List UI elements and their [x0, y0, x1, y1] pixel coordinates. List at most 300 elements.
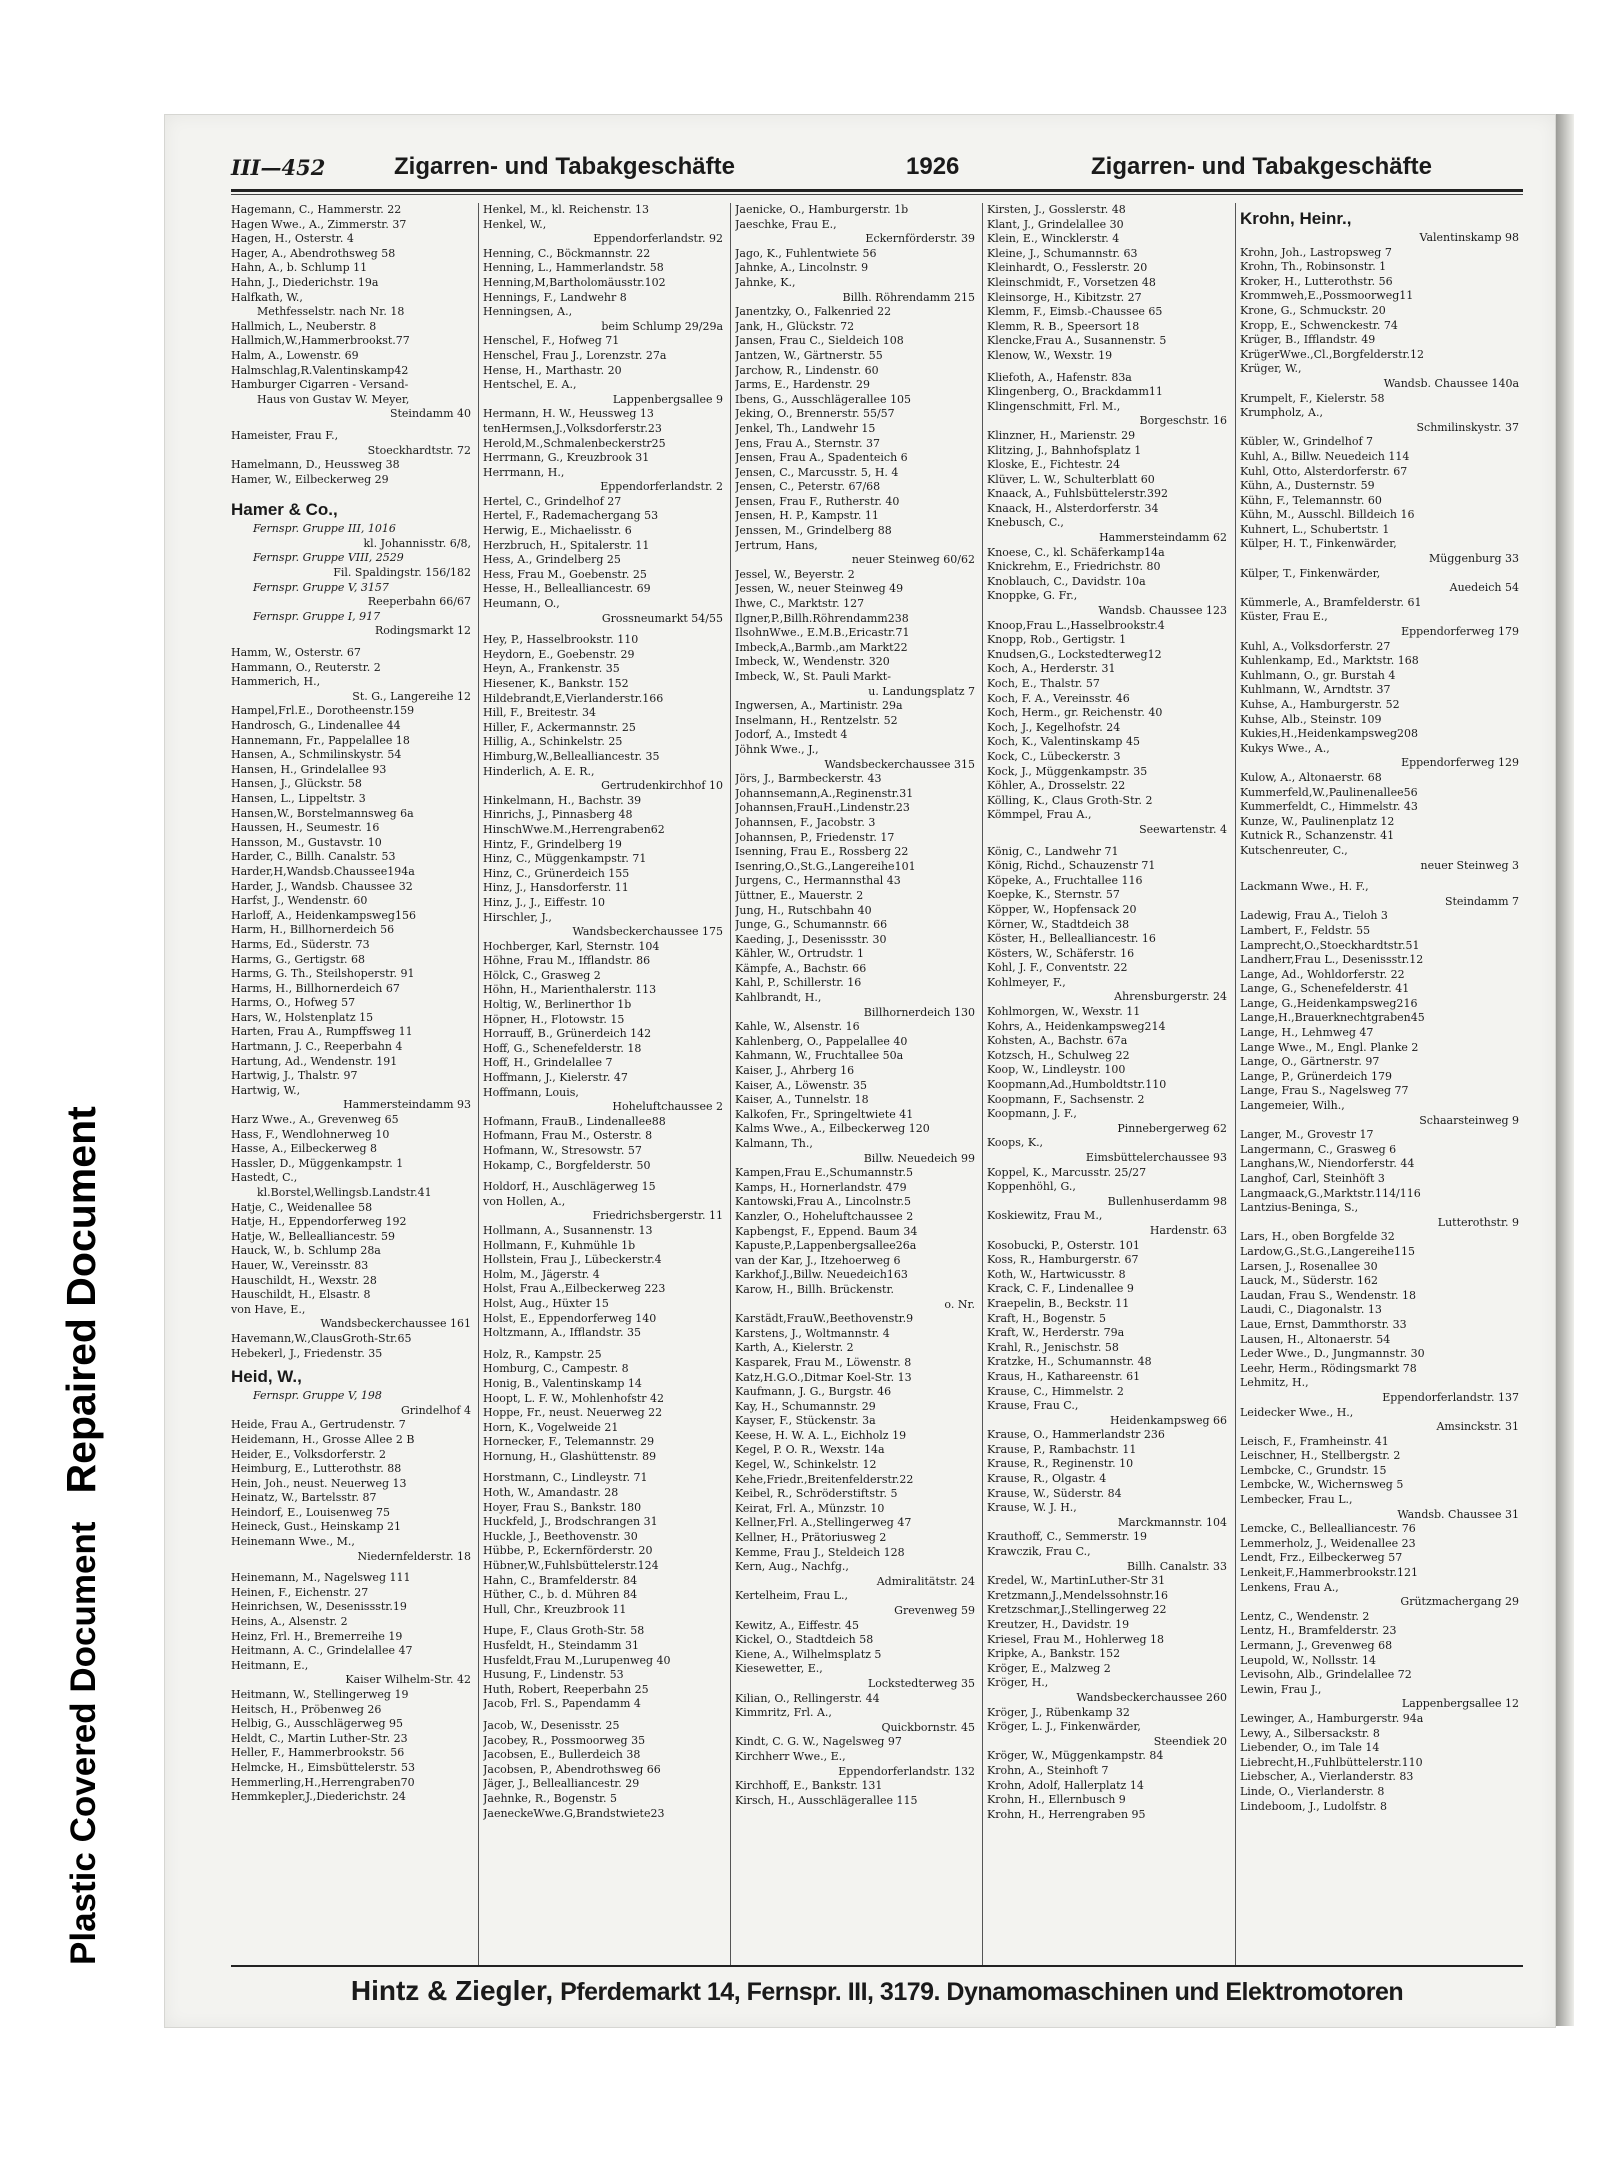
directory-entry: Laudi, C., Diagonalstr. 13: [1240, 1303, 1382, 1317]
directory-entry: Hansen, A., Schmilinskystr. 54: [231, 748, 402, 762]
directory-entry: Ingwersen, A., Martinistr. 29a: [735, 699, 903, 713]
directory-entry: Krohn, Joh., Lastropsweg 7: [1240, 245, 1392, 259]
directory-entry: Kröger, E., Malzweg 2: [987, 1661, 1111, 1675]
directory-entry: Küster, Frau E.,: [1240, 610, 1328, 624]
directory-entry: Krumpelt, F., Kielerstr. 58: [1240, 391, 1385, 405]
entry-continuation: beim Schlump 29/29a: [601, 319, 723, 333]
directory-entry: Larsen, J., Rosenallee 30: [1240, 1259, 1378, 1273]
directory-entry: Heller, F., Hammerbrookstr. 56: [231, 1746, 405, 1760]
directory-entry: Lange, O., Gärtnerstr. 97: [1240, 1055, 1380, 1069]
entry-continuation: Kaiser Wilhelm-Str. 42: [345, 1673, 471, 1687]
directory-entry: Halmschlag,R.Valentinskamp42: [231, 363, 409, 377]
directory-entry: Klingenberg, O., Brackdamm11: [987, 385, 1163, 399]
entry-continuation: Hoheluftchaussee 2: [612, 1100, 723, 1114]
directory-entry: Krause, R., Reginenstr. 10: [987, 1457, 1134, 1471]
directory-entry: Kühn, M., Ausschl. Billdeich 16: [1240, 508, 1415, 522]
directory-entry: Lange, Frau S., Nagelsweg 77: [1240, 1084, 1409, 1098]
directory-entry: HinschWwe.M.,Herrengraben62: [483, 822, 665, 836]
directory-entry: Koch, J., Kegelhofstr. 24: [987, 720, 1121, 734]
directory-entry: Jacobsen, P., Abendrothsweg 66: [483, 1762, 661, 1776]
directory-entry: Jurgens, C., Hermannsthal 43: [735, 874, 901, 888]
header-rule-thin: [231, 194, 1523, 195]
directory-entry: Kirchhoff, E., Bankstr. 131: [735, 1779, 883, 1793]
phone-group-line: Fernspr. Gruppe III, 1016: [253, 522, 396, 536]
directory-entry: Kümmerle, A., Bramfelderstr. 61: [1240, 595, 1422, 609]
directory-entry: Harder, J., Wandsb. Chaussee 32: [231, 879, 413, 893]
directory-entry: Hinz, C., Müggenkampstr. 71: [483, 852, 647, 866]
entry-continuation: St. G., Langereihe 12: [352, 689, 471, 703]
directory-entry: Hey, P., Hasselbrookstr. 110: [483, 633, 639, 647]
directory-entry: Holm, M., Jägerstr. 4: [483, 1267, 600, 1281]
directory-entry: Huckle, J., Beethovenstr. 30: [483, 1529, 638, 1543]
advertisement-footer: [231, 1975, 1523, 2009]
directory-entry: Kaiser, A., Tunnelstr. 18: [735, 1093, 869, 1107]
directory-entry: Heitmann, A. C., Grindelallee 47: [231, 1644, 413, 1658]
directory-entry: Krüger, B., Ifflandstr. 49: [1240, 333, 1376, 347]
directory-entry: Harms, O., Hofweg 57: [231, 996, 356, 1010]
directory-entry: Höhn, H., Marienthalerstr. 113: [483, 983, 657, 997]
directory-entry: Lenkeit,F.,Hammerbrookstr.121: [1240, 1566, 1419, 1580]
directory-entry: Kohsten, A., Bachstr. 67a: [987, 1034, 1128, 1048]
directory-entry: Kredel, W., MartinLuther-Str 31: [987, 1574, 1166, 1588]
directory-entry: Leidecker Wwe., H.,: [1240, 1405, 1354, 1419]
directory-entry: Kalmann, Th.,: [735, 1137, 813, 1150]
directory-entry: Jaenicke, O., Hamburgerstr. 1b: [735, 203, 909, 216]
directory-entry: Horn, K., Vogelweide 21: [483, 1420, 619, 1434]
directory-entry: Liebscher, A., Vierlanderstr. 83: [1240, 1770, 1414, 1784]
directory-entry: Hintz, F., Grindelberg 19: [483, 837, 622, 851]
directory-entry: Halm, A., Lowenstr. 69: [231, 348, 359, 362]
directory-entry: Hagen Wwe., A., Zimmerstr. 37: [231, 217, 407, 231]
directory-entry: Kosobucki, P., Osterstr. 101: [987, 1238, 1140, 1252]
directory-entry: Kuhnert, L., Schubertstr. 1: [1240, 522, 1390, 536]
phone-group-line: Fernspr. Gruppe I, 917: [253, 609, 381, 623]
directory-entry: Jarms, E., Hardenstr. 29: [735, 378, 870, 392]
directory-entry: Koppel, K., Marcusstr. 25/27: [987, 1165, 1147, 1179]
directory-entry: Johannsen, P., Friedenstr. 17: [735, 830, 895, 844]
column-divider: [1235, 203, 1236, 1965]
advertiser-details: Pferdemarkt 14, Fernspr. III, 3179. Dynamomaschinen und Elektromotoren: [560, 1978, 1404, 2006]
directory-entry: Hauschildt, H., Elsastr. 8: [231, 1288, 371, 1302]
scan-sidebar: [0, 0, 160, 2177]
directory-entry: Henning, L., Hammerlandstr. 58: [483, 261, 664, 275]
directory-entry: Jank, H., Glückstr. 72: [735, 319, 855, 333]
directory-entry: Handrosch, G., Lindenallee 44: [231, 719, 401, 732]
directory-entry: Jensen, C., Marcusstr. 5, H. 4: [735, 465, 899, 479]
directory-entry: Ilgner,P.,Billh.Röhrendamm238: [735, 611, 909, 625]
directory-entry: Lange Wwe., M., Engl. Planke 2: [1240, 1040, 1419, 1054]
directory-entry: Hentschel, E. A.,: [483, 378, 577, 392]
directory-entry: van der Kar, J., Itzehoerweg 6: [735, 1253, 901, 1267]
directory-entry: Harder,H,Wandsb.Chaussee194a: [231, 864, 415, 878]
directory-entry: Laudan, Frau S., Wendenstr. 18: [1240, 1288, 1417, 1302]
directory-entry: Lange, G., Schenefelderstr. 41: [1240, 982, 1410, 996]
directory-entry: Hartwig, W.,: [231, 1083, 301, 1097]
directory-entry: Kleinschmidt, F., Vorsetzen 48: [987, 275, 1156, 289]
entry-gap: [231, 639, 475, 646]
directory-entry: Keirat, Frl. A., Münzstr. 10: [735, 1501, 885, 1515]
phone-group-line: Fernspr. Gruppe VIII, 2529: [253, 551, 404, 565]
directory-entry: Heinemann, M., Nagelsweg 111: [231, 1571, 411, 1585]
directory-entry: Krahl, R., Jenischstr. 58: [987, 1340, 1119, 1354]
directory-entry: Kertelheim, Frau L.,: [735, 1589, 849, 1603]
directory-entry: Hauschildt, H., Wexstr. 28: [231, 1273, 377, 1287]
directory-entry: Kalkofen, Fr., Springeltwiete 41: [735, 1107, 914, 1121]
entry-continuation: Methfesselstr. nach Nr. 18: [257, 305, 405, 319]
directory-entry: Koopmann,Ad.,Humboldtstr.110: [987, 1078, 1167, 1092]
directory-entry: Heinrichsen, W., Desenissstr.19: [231, 1600, 407, 1614]
directory-entry: Kulow, A., Altonaerstr. 68: [1240, 770, 1382, 784]
directory-entry: Köpeke, A., Fruchtallee 116: [987, 873, 1143, 887]
directory-entry: von Have, E.,: [231, 1302, 306, 1316]
directory-entry: Holst, E., Eppendorferweg 140: [483, 1311, 657, 1325]
directory-entry: Hansen, J., Glückstr. 58: [231, 777, 362, 791]
directory-entry: Heitmann, E.,: [231, 1658, 309, 1672]
entry-continuation: Grevenweg 59: [894, 1604, 975, 1617]
directory-entry: Heinen, F., Eichenstr. 27: [231, 1585, 369, 1599]
directory-entry: Kübler, W., Grindelhof 7: [1240, 435, 1374, 449]
directory-entry: Hahn, A., b. Schlump 11: [231, 261, 368, 275]
directory-entry: Jens, Frau A., Sternstr. 37: [735, 436, 881, 450]
directory-entry: Kamps, H., Hornerlandstr. 479: [735, 1180, 907, 1194]
entry-continuation: Wandsb. Chaussee 140a: [1383, 376, 1519, 390]
directory-entry: Hinz, J., J., Eiffestr. 10: [483, 895, 606, 909]
directory-entry: Knickrehm, E., Friedrichstr. 80: [987, 560, 1161, 574]
directory-entry: Knopp, Rob., Gertigstr. 1: [987, 633, 1127, 647]
directory-entry: Hammerich, H.,: [231, 675, 321, 689]
directory-entry: Holst, Aug., Hüxter 15: [483, 1296, 609, 1310]
entry-continuation: Friedrichsbergerstr. 11: [592, 1209, 723, 1223]
directory-entry: Kummerfeldt, C., Himmelstr. 43: [1240, 800, 1418, 814]
entry-continuation: Schaarsteinweg 9: [1419, 1113, 1519, 1127]
directory-entry: Jantzen, W., Gärtnerstr. 55: [735, 348, 883, 362]
directory-entry: Hartung, Ad., Wendenstr. 191: [231, 1054, 398, 1068]
directory-entry: Heumann, O.,: [483, 597, 560, 611]
directory-entry: Ibens, G., Ausschlägerallee 105: [735, 392, 912, 406]
directory-entry: Krauthoff, C., Semmerstr. 19: [987, 1530, 1147, 1544]
directory-entry: Hatje, H., Eppendorferweg 192: [231, 1215, 407, 1229]
directory-entry: Kutnick R., Schanzenstr. 41: [1240, 829, 1395, 843]
next-page-edge: [1556, 114, 1574, 2026]
directory-entry: Krohn, H., Herrengraben 95: [987, 1807, 1146, 1821]
directory-entry: Havemann,W.,ClausGroth-Str.65: [231, 1331, 412, 1345]
directory-entry: Kohl, J. F., Conventstr. 22: [987, 961, 1128, 975]
entry-gap: [483, 1341, 727, 1348]
directory-entry: Krohn, H., Ellernbusch 9: [987, 1793, 1126, 1807]
directory-column-3: [735, 203, 979, 1965]
entry-continuation: Heidenkampsweg 66: [1109, 1413, 1227, 1427]
directory-entry: Lewin, Frau J.,: [1240, 1682, 1322, 1696]
header-year: 1926: [906, 153, 960, 180]
directory-entry: Kern, Aug., Nachfg.,: [735, 1560, 849, 1574]
entry-gap: [483, 1617, 727, 1624]
directory-entry: Huth, Robert, Reeperbahn 25: [483, 1682, 649, 1696]
directory-entry: Hertel, F., Rademachergang 53: [483, 509, 659, 523]
directory-entry: Hinz, J., Hansdorferstr. 11: [483, 881, 629, 895]
directory-entry: Koch, A., Herderstr. 31: [987, 662, 1116, 676]
directory-entry: Kömmpel, Frau A.,: [987, 808, 1092, 822]
page-number: III—452: [231, 155, 326, 180]
directory-entry: Kleinsorge, H., Kibitzstr. 27: [987, 290, 1142, 304]
entry-continuation: Eppendorferlandstr. 92: [593, 232, 723, 246]
directory-entry: Herrmann, H.,: [483, 465, 565, 479]
directory-entry: Isenning, Frau E., Rossberg 22: [735, 845, 909, 859]
directory-entry: Knoblauch, C., Davidstr. 10a: [987, 574, 1146, 588]
directory-entry: Hauck, W., b. Schlump 28a: [231, 1244, 381, 1258]
entry-continuation: Billh. Röhrendamm 215: [842, 290, 975, 304]
entry-gap: [231, 422, 475, 429]
directory-entry: Kropp, E., Schwenckestr. 74: [1240, 318, 1398, 332]
directory-entry: Langhans,W., Niendorferstr. 44: [1240, 1157, 1415, 1171]
directory-entry: JaeneckeWwe.G,Brandstwiete23: [483, 1806, 665, 1820]
directory-entry-featured: Heid, W.,: [231, 1367, 302, 1387]
directory-entry: Hinderlich, A. E. R.,: [483, 764, 595, 778]
plastic-covered-label: Plastic Covered Document: [64, 1521, 103, 1965]
directory-entry: Kaeding, J., Desenissstr. 30: [735, 932, 887, 946]
directory-column-4: [987, 203, 1231, 1965]
directory-entry: Holtig, W., Berlinerthor 1b: [483, 998, 632, 1012]
directory-entry: Kuhlmann, O., gr. Burstah 4: [1240, 668, 1396, 682]
directory-entry: Isenring,O.,St.G.,Langereihe101: [735, 859, 916, 873]
directory-entry: Jaehnke, R., Bogenstr. 5: [483, 1791, 618, 1805]
directory-entry: Lantzius-Beninga, S.,: [1240, 1201, 1359, 1215]
directory-entry: Hinkelmann, H., Bachstr. 39: [483, 793, 642, 807]
directory-entry: Kliefoth, A., Hafenstr. 83a: [987, 370, 1132, 384]
entry-continuation: kl.Borstel,Wellingsb.Landstr.41: [257, 1186, 432, 1199]
entry-continuation: Grützmachergang 29: [1400, 1595, 1519, 1609]
directory-entry: Kock, C., Lübeckerstr. 3: [987, 749, 1121, 763]
entry-continuation: Admiralitätstr. 24: [876, 1574, 975, 1588]
entry-continuation: Auedeich 54: [1449, 581, 1519, 595]
directory-entry: Kröger, L. J., Finkenwärder,: [987, 1720, 1141, 1734]
directory-entry: Hollmann, F., Kuhmühle 1b: [483, 1238, 636, 1252]
directory-entry: Hansen, H., Grindelallee 93: [231, 762, 387, 776]
entry-continuation: Lockstedterweg 35: [867, 1676, 975, 1690]
directory-entry: Kay, H., Schumannstr. 29: [735, 1399, 876, 1413]
entry-continuation: Eppendorferlandstr. 2: [600, 480, 723, 494]
directory-entry: Hatje, W., Bellealliancestr. 59: [231, 1229, 396, 1243]
directory-entry: Inselmann, H., Rentzelstr. 52: [735, 713, 898, 727]
directory-entry: Hamburger Cigarren - Versand-: [231, 378, 409, 392]
directory-entry: Hoff, G., Schenefelderstr. 18: [483, 1041, 642, 1055]
entry-continuation: Grindelhof 4: [401, 1403, 471, 1417]
directory-entry: Jarchow, R., Lindenstr. 60: [735, 363, 879, 377]
entry-continuation: Müggenburg 33: [1429, 552, 1519, 566]
entry-continuation: neuer Steinweg 3: [1420, 858, 1519, 872]
directory-entry: Heldt, C., Martin Luther-Str. 23: [231, 1731, 408, 1745]
directory-entry: Hein, Joh., neust. Neuerweg 13: [231, 1476, 407, 1490]
directory-entry: Kroker, H., Lutterothstr. 56: [1240, 274, 1393, 288]
directory-entry: Jeking, O., Brennerstr. 55/57: [735, 407, 895, 421]
directory-entry: Kutschenreuter, C.,: [1240, 843, 1348, 857]
directory-entry: Kämpfe, A., Bachstr. 66: [735, 961, 867, 975]
directory-entry: Hauer, W., Vereinsstr. 83: [231, 1258, 369, 1272]
directory-entry: Harloff, A., Heidenkampsweg156: [231, 908, 416, 922]
directory-entry: Kewitz, A., Eiffestr. 45: [735, 1618, 859, 1632]
directory-entry: Lentz, C., Wendenstr. 2: [1240, 1609, 1370, 1623]
directory-entry: IlsohnWwe., E.M.B.,Ericastr.71: [735, 626, 910, 640]
entry-gap: [231, 1564, 475, 1571]
directory-entry: Klenow, W., Wexstr. 19: [987, 348, 1113, 362]
directory-entry: Ladewig, Frau A., Tieloh 3: [1240, 909, 1388, 923]
directory-entry: Lembecker, Frau L.,: [1240, 1493, 1353, 1507]
directory-entry: Leder Wwe., D., Jungmannstr. 30: [1240, 1347, 1425, 1361]
directory-entry: Jacobey, R., Possmoorweg 35: [483, 1733, 646, 1747]
directory-entry: Kriesel, Frau M., Hohlerweg 18: [987, 1632, 1164, 1646]
directory-entry: Krack, C. F., Lindenallee 9: [987, 1282, 1134, 1296]
directory-entry: Kratzke, H., Schumannstr. 48: [987, 1355, 1152, 1369]
entry-continuation: Eckernförderstr. 39: [865, 232, 975, 246]
directory-entry: Kleine, J., Schumannstr. 63: [987, 246, 1138, 260]
directory-entry: Jensen, Frau F., Rutherstr. 40: [735, 494, 900, 508]
directory-entry: Kraft, H., Bogenstr. 5: [987, 1311, 1107, 1325]
entry-gap: [987, 838, 1231, 845]
directory-entry: Hübner,W.,Fuhlsbüttelerstr.124: [483, 1559, 659, 1573]
directory-entry: Jörs, J., Barmbeckerstr. 43: [735, 772, 882, 786]
directory-entry: Körner, W., Stadtdeich 38: [987, 917, 1130, 931]
directory-entry: Kalms Wwe., A., Eilbeckerweg 120: [735, 1122, 930, 1136]
directory-entry: Külper, H. T., Finkenwärder,: [1240, 537, 1397, 551]
directory-entry: Kaufmann, J. G., Burgstr. 46: [735, 1385, 892, 1399]
directory-entry: Leisch, F., Framheinstr. 41: [1240, 1434, 1389, 1448]
directory-entry: von Hollen, A.,: [483, 1194, 566, 1208]
directory-entry: Langermann, C., Grasweg 6: [1240, 1142, 1397, 1156]
directory-entry: Hager, A., Abendrothsweg 58: [231, 246, 396, 260]
column-divider: [478, 203, 479, 1965]
directory-entry: Hemmerling,H.,Herrengraben70: [231, 1775, 415, 1789]
directory-entry: Kickel, O., Stadtdeich 58: [735, 1633, 874, 1647]
directory-entry: Hoffmann, Louis,: [483, 1085, 579, 1099]
entry-continuation: Bullenhuserdamm 98: [1107, 1194, 1227, 1208]
directory-entry: König, C., Landwehr 71: [987, 844, 1119, 858]
directory-entry: Heinz, Frl. H., Bremerreihe 19: [231, 1629, 403, 1643]
directory-entry: Krumpholz, A.,: [1240, 406, 1323, 420]
directory-entry: Hornung, H., Glashüttenstr. 89: [483, 1449, 657, 1463]
directory-entry: Kotzsch, H., Schulweg 22: [987, 1048, 1130, 1062]
directory-entry: Krause, W. J. H.,: [987, 1501, 1077, 1515]
directory-entry: Janentzky, O., Falkenried 22: [735, 305, 892, 319]
directory-entry: Klencke,Frau A., Susannenstr. 5: [987, 334, 1167, 348]
directory-entry: Landherr,Frau L., Desenissstr.12: [1240, 953, 1424, 967]
directory-entry: Lemmerholz, J., Weidenallee 23: [1240, 1536, 1416, 1550]
entry-continuation: kl. Johannisstr. 6/8,: [363, 536, 471, 550]
directory-entry: Hofmann, Frau M., Osterstr. 8: [483, 1129, 653, 1143]
entry-gap: [483, 1712, 727, 1719]
directory-entry: Krause, R., Olgastr. 4: [987, 1472, 1107, 1486]
directory-entry: Honig, B., Valentinskamp 14: [483, 1376, 642, 1390]
entry-continuation: o. Nr.: [944, 1297, 975, 1311]
directory-entry: Kahl, P., Schillerstr. 16: [735, 976, 862, 990]
entry-continuation: Eppendorferlandstr. 137: [1382, 1390, 1519, 1404]
directory-entry: Lackmann Wwe., H. F.,: [1240, 880, 1369, 894]
directory-entry: Koch, Herm., gr. Reichenstr. 40: [987, 706, 1163, 720]
directory-entry: Hamelmann, D., Heussweg 38: [231, 458, 400, 472]
directory-entry: Lindeboom, J., Ludolfstr. 8: [1240, 1799, 1387, 1813]
directory-entry: Hallmich,W.,Hammerbrookst.77: [231, 334, 410, 348]
entry-continuation: Fil. Spaldingstr. 156/182: [333, 566, 471, 580]
directory-entry: Kasparek, Frau M., Löwenstr. 8: [735, 1355, 912, 1369]
directory-entry: Hofmann, FrauB., Lindenallee88: [483, 1114, 666, 1128]
directory-column-5: [1240, 203, 1523, 1965]
entry-continuation: Hammersteindamm 93: [343, 1098, 471, 1112]
directory-entry: Jüttner, E., Mauerstr. 2: [735, 888, 864, 902]
directory-entry: Kröger, W., Müggenkampstr. 84: [987, 1749, 1164, 1763]
directory-entry: Lermann, J., Grevenweg 68: [1240, 1639, 1393, 1652]
entry-continuation: Steindamm 40: [389, 407, 471, 421]
entry-continuation: Billw. Neuedeich 99: [863, 1151, 975, 1165]
directory-entry: Lewy, A., Silbersackstr. 8: [1240, 1726, 1380, 1740]
directory-entry: Klein, E., Wincklerstr. 4: [987, 232, 1120, 246]
directory-entry: Knoop,Frau L.,Hasselbrookstr.4: [987, 618, 1165, 632]
directory-page: [164, 114, 1556, 2028]
directory-entry: Koss, R., Hamburgerstr. 67: [987, 1253, 1139, 1267]
directory-entry: Holtzmann, A., Ifflandstr. 35: [483, 1326, 642, 1340]
directory-entry: Harms, G., Gertigstr. 68: [231, 952, 366, 966]
directory-entry: Kretzmann,J.,Mendelssohnstr.16: [987, 1588, 1169, 1602]
directory-entry: Horrauff, B., Grünerdeich 142: [483, 1027, 652, 1041]
directory-entry: Kraft, W., Herderstr. 79a: [987, 1326, 1125, 1340]
directory-entry: Kellner,Frl. A.,Stellingerweg 47: [735, 1516, 912, 1530]
directory-entry: Jacob, W., Desenisstr. 25: [483, 1718, 620, 1732]
directory-entry: Husung, F., Lindenstr. 53: [483, 1668, 624, 1682]
directory-entry: Hansen,W., Borstelmannsweg 6a: [231, 806, 414, 820]
directory-entry: Külper, T., Finkenwärder,: [1240, 566, 1381, 580]
directory-entry: Hammann, O., Reuterstr. 2: [231, 660, 381, 674]
entry-continuation: Steendiek 20: [1153, 1734, 1227, 1748]
directory-entry: Levisohn, Alb., Grindelallee 72: [1240, 1668, 1412, 1682]
directory-entry: Kock, J., Müggenkampstr. 35: [987, 764, 1148, 778]
entry-continuation: Reeperbahn 66/67: [367, 595, 471, 609]
header-rule: [231, 189, 1523, 192]
directory-entry: Krohn, Th., Robinsonstr. 1: [1240, 260, 1387, 274]
directory-entry: Koch, E., Thalstr. 57: [987, 677, 1100, 690]
directory-entry: Kaiser, A., Löwenstr. 35: [735, 1078, 867, 1092]
directory-entry: Keese, H. W. A. L., Eichholz 19: [735, 1428, 907, 1442]
entry-continuation: Wandsbeckerchaussee 161: [320, 1317, 471, 1331]
directory-entry: Imbeck, W., Wendenstr. 320: [735, 655, 890, 669]
directory-entry: Knudsen,G., Lockstedterweg12: [987, 647, 1162, 661]
directory-entry: Kahle, W., Alsenstr. 16: [735, 1020, 860, 1034]
directory-entry: Hartwig, J., Thalstr. 97: [231, 1069, 358, 1083]
directory-entry: Lehmitz, H.,: [1240, 1376, 1309, 1390]
directory-entry: Imbeck,A.,Barmb.,am Markt22: [735, 640, 908, 654]
directory-entry: Hirschler, J.,: [483, 910, 552, 924]
directory-entry: Karow, H., Billh. Brückenstr.: [735, 1282, 895, 1296]
directory-entry: Hinrichs, J., Pinnasberg 48: [483, 808, 633, 822]
directory-entry: Hennings, F., Landwehr 8: [483, 290, 627, 304]
header-title-left: Zigarren- und Tabakgeschäfte: [394, 153, 735, 180]
directory-entry: Hebekerl, J., Friedenstr. 35: [231, 1346, 383, 1360]
column-divider: [982, 203, 983, 1965]
directory-entry: Lembcke, W., Wichernsweg 5: [1240, 1478, 1404, 1492]
directory-entry: Hahn, J., Diederichstr. 19a: [231, 275, 379, 289]
phone-group-line: Fernspr. Gruppe V, 3157: [253, 580, 389, 594]
directory-entry: Hesse, H., Bellealliancestr. 69: [483, 582, 651, 596]
directory-entry: Lange, G.,Heidenkampsweg216: [1240, 996, 1418, 1010]
directory-entry: Liebender, O., im Tale 14: [1240, 1741, 1380, 1755]
directory-entry: Harm, H., Billhornerdeich 56: [231, 923, 395, 937]
directory-entry: Heimburg, E., Lutterothstr. 88: [231, 1462, 402, 1476]
directory-entry: Langmaack,G.,Marktstr.114/116: [1240, 1186, 1421, 1200]
directory-entry: Knebusch, C.,: [987, 516, 1064, 530]
entry-continuation: Hammersteindamm 62: [1099, 531, 1227, 545]
directory-entry: Krause, W., Süderstr. 84: [987, 1486, 1122, 1500]
directory-entry: Holz, R., Kampstr. 25: [483, 1347, 602, 1361]
directory-entry: Hahn, C., Bramfelderstr. 84: [483, 1573, 638, 1587]
directory-entry: Harz Wwe., A., Grevenweg 65: [231, 1113, 399, 1127]
entry-continuation: Rodingsmarkt 12: [374, 624, 471, 638]
directory-entry: Leehr, Herm., Rödingsmarkt 78: [1240, 1361, 1417, 1375]
